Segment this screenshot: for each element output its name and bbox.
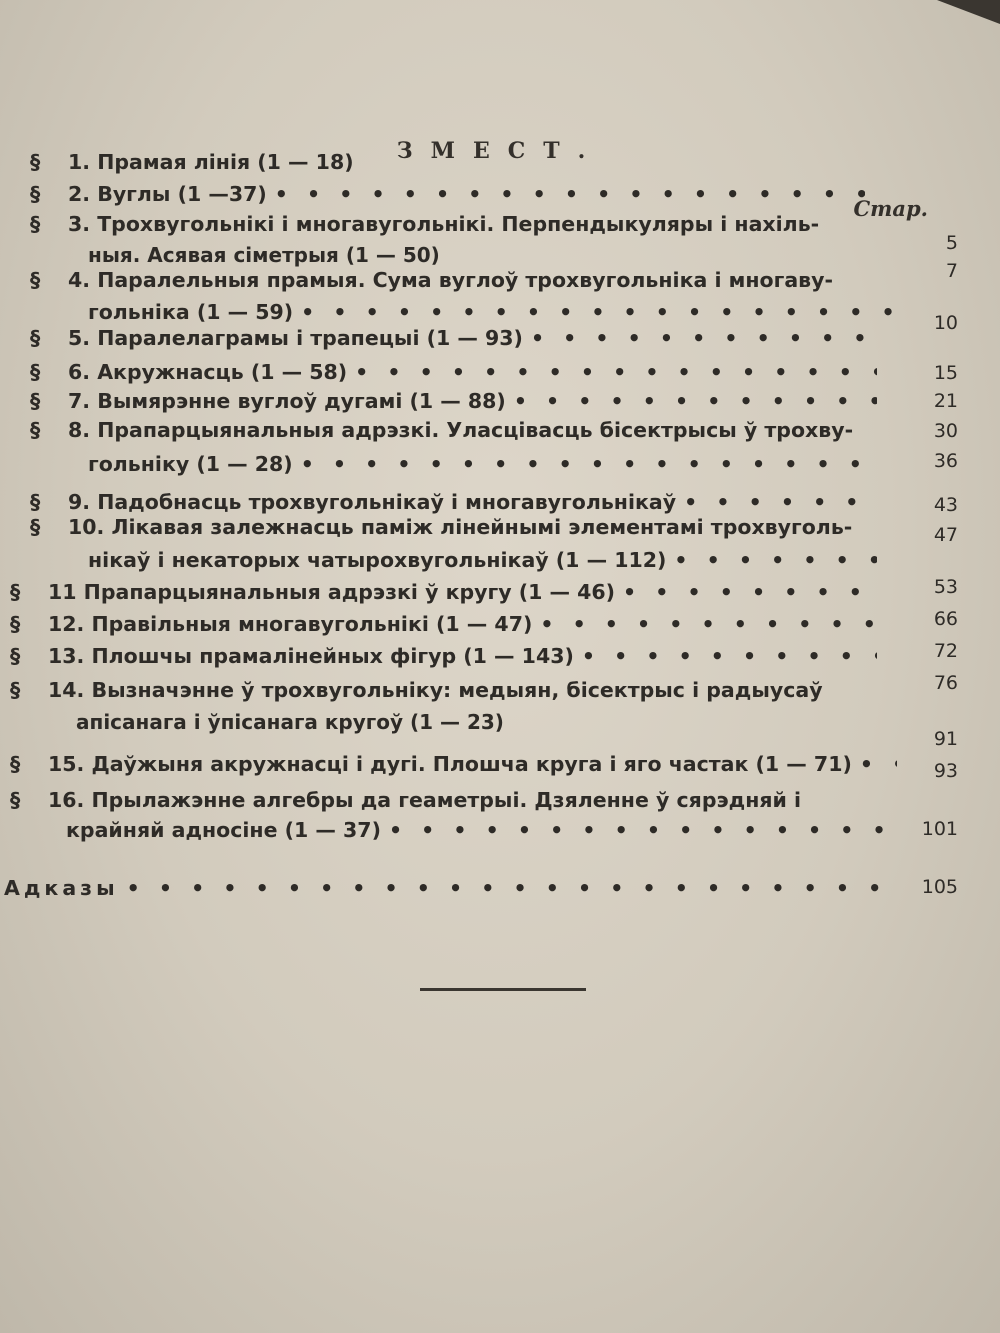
section-sign: § [10,752,21,776]
toc-entry [30,326,885,360]
toc-entry-label: 8. Прапарцыянальныя адрэзкі. Уласцівасць бісектрысы ў трохву- [68,418,854,442]
toc-entry-label: 7. Вымярэнне вуглоў дугамі (1 — 88) [68,389,506,413]
leader-dots [582,644,877,668]
section-sign: § [10,580,21,604]
toc-entry-label: гольніку (1 — 28) [88,452,293,476]
toc-entry [10,644,885,678]
toc-entry [10,788,910,822]
toc-entry-label: 3. Трохвугольнікі і многавугольнікі. Перпендыкуляры і нахіль- [68,212,820,236]
toc-entry [10,678,910,712]
section-sign: § [30,326,41,350]
toc-page-number: 36 [933,450,958,472]
leader-dots [355,360,877,384]
toc-page-number: 66 [933,608,958,630]
toc-page-number: 5 [945,232,958,254]
toc-page-number: 91 [933,728,958,750]
toc-page-number: 7 [945,260,958,282]
toc-entry [30,418,975,452]
section-sign: § [10,678,21,702]
toc-entry [30,150,975,184]
leader-dots [531,326,877,350]
toc-entry [10,752,905,786]
toc-page-number: 15 [933,362,958,384]
toc-entry-label: 14. Вызначэнне ў трохвугольніку: медыян, бісектрыс і радыусаў [48,678,823,702]
toc-entry [30,268,975,302]
toc-page-number: 53 [933,576,958,598]
leader-dots [540,612,877,636]
toc-entry [10,580,885,614]
toc-page-number: 30 [933,420,958,442]
leader-dots [127,876,896,900]
toc-entry-label: нікаў і некаторых чатырохвугольнікаў (1 — 112) [88,548,667,572]
section-sign: § [30,360,41,384]
section-sign: § [10,788,21,812]
toc-entry-label: крайняй адносіне (1 — 37) [66,818,381,842]
answers-label: Адказы [4,876,119,900]
leader-dots [275,182,865,206]
toc-entry-label: 4. Паралельныя прамыя. Сума вуглоў трохвугольніка і многаву- [68,268,834,292]
toc-entry-label: 15. Даўжыня акружнасці і дугі. Плошча круга і яго частак (1 — 71) [48,752,852,776]
toc-entry-continuation: ныя. Асявая сіметрыя (1 — 50) [88,243,440,267]
toc-entry-label: 13. Плошчы прамалінейных фігур (1 — 143) [48,644,574,668]
leader-dots [514,389,877,413]
toc-page-number: 93 [933,760,958,782]
toc-page-number: 101 [921,818,958,840]
page-corner-shadow [910,0,1000,24]
toc-page-number: 72 [933,640,958,662]
leader-dots [674,548,877,572]
toc-entry [10,612,885,646]
section-sign: § [30,182,41,206]
toc-entry-label: 12. Правільныя многавугольнікі (1 — 47) [48,612,533,636]
answers-entry [4,876,904,910]
section-sign: § [10,612,21,636]
section-sign: § [30,515,41,539]
leader-dots [301,300,897,324]
toc-entry [30,515,885,549]
page-title: ЗМЕСТ. [396,138,604,164]
toc-page-number: 47 [933,524,958,546]
section-sign: § [10,644,21,668]
toc-entry-label: 6. Акружнасць (1 — 58) [68,360,348,384]
section-sign: § [30,389,41,413]
toc-page-number: 76 [933,672,958,694]
toc-entry-label: 5. Паралелаграмы і трапецыі (1 — 93) [68,326,523,350]
toc-entry [30,212,975,246]
toc-entry-continuation [66,818,906,852]
toc-entry-label: 11 Прапарцыянальныя адрэзкі ў кругу (1 — 46) [48,580,616,604]
leader-dots [684,490,877,514]
leader-dots [860,752,897,776]
toc-entry-label: 9. Падобнасць трохвугольнікаў і многавугольнікаў [68,490,677,514]
toc-entry-continuation [88,452,885,486]
toc-page-number: 10 [933,312,958,334]
leader-dots [301,452,877,476]
toc-entry-label: 16. Прылажэнне алгебры да геаметрыі. Дзяленне ў сярэдняй і [48,788,802,812]
section-sign: § [30,490,41,514]
toc-entry [30,182,975,216]
leader-dots [389,818,898,842]
toc-entry-label: 2. Вуглы (1 —37) [68,182,267,206]
toc-entry-continuation [88,548,885,582]
section-sign: § [30,212,41,236]
section-sign: § [30,418,41,442]
toc-entry-label: 1. Прамая лінія (1 — 18) [68,150,354,174]
toc-entry-label: гольніка (1 — 59) [88,300,294,324]
toc-entry-continuation: апісанага і ўпісанага кругоў (1 — 23) [76,710,504,734]
toc-page-number: 43 [933,494,958,516]
section-sign: § [30,268,41,292]
answers-page-number: 105 [921,876,958,898]
section-sign: § [30,150,41,174]
toc-entry-label: 10. Лікавая залежнасць паміж лінейнымі элементамі трохвуголь- [68,515,853,539]
divider-rule [420,988,586,991]
page-column-header: Стар. [853,196,928,221]
toc-page-number: 21 [933,390,958,412]
leader-dots [623,580,877,604]
